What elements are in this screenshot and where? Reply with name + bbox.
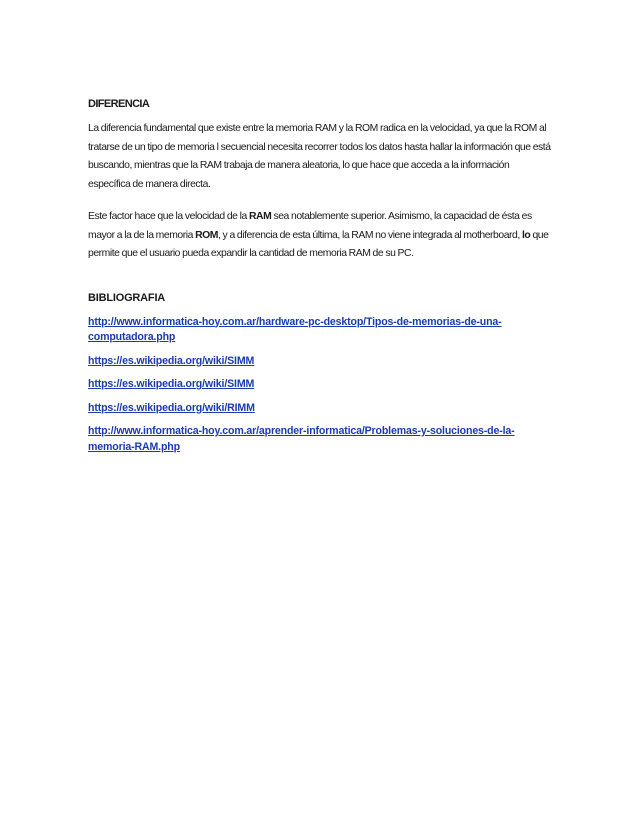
paragraph-2-text-2: sea notablemente superior. Asimismo, la capacidad de ésta es mayor a la de la memoria [88, 211, 532, 241]
paragraph-2-text-1: Este factor hace que la velocidad de la [88, 211, 249, 222]
bibliography-list [88, 315, 552, 456]
document-content [88, 97, 552, 463]
bibliografia-heading: BIBLIOGRAFIA [88, 291, 166, 304]
paragraph-2-text-4: que permite que el usuario pueda expandir la cantidad de memoria RAM de su PC. [88, 229, 549, 259]
lo-bold-term: lo [521, 229, 531, 241]
bibliography-link-wikipedia-rimm[interactable]: https://es.wikipedia.org/wiki/RIMM [88, 401, 255, 414]
bibliography-link-wikipedia-simm-2[interactable]: https://es.wikipedia.org/wiki/SIMM [88, 378, 255, 390]
bibliography-link-informatica-hoy-problemas-ram[interactable]: http://www.informatica-hoy.com.ar/aprender-informatica/Problemas-y-soluciones-de-la-memoria-RAM.php [88, 425, 515, 453]
ram-bold-term: RAM [248, 211, 272, 222]
diferencia-paragraph-1: La diferencia fundamental que existe entre la memoria RAM y la ROM radica en la velocidad, ya que la ROM al tratarse de un tipo de memoria l secuencial necesita recorrer todos los datos hasta hallar la información que está buscando, mientras que la RAM trabaja de manera aleatoria, lo que hace que acceda a la información específica de manera directa. [88, 123, 551, 190]
diferencia-heading: DIFERENCIA [88, 98, 150, 110]
rom-bold-term: ROM [195, 229, 218, 241]
bibliography-link-wikipedia-simm[interactable]: https://es.wikipedia.org/wiki/SIMM [88, 354, 255, 367]
bibliography-link-informatica-hoy-tipos-memorias[interactable]: http://www.informatica-hoy.com.ar/hardware-pc-desktop/Tipos-de-memorias-de-una-computadora.php [88, 315, 502, 343]
diferencia-paragraph-2 [88, 208, 552, 264]
paragraph-2-text-3: , y a diferencia de esta última, la RAM no viene integrada al motherboard, [217, 229, 522, 241]
